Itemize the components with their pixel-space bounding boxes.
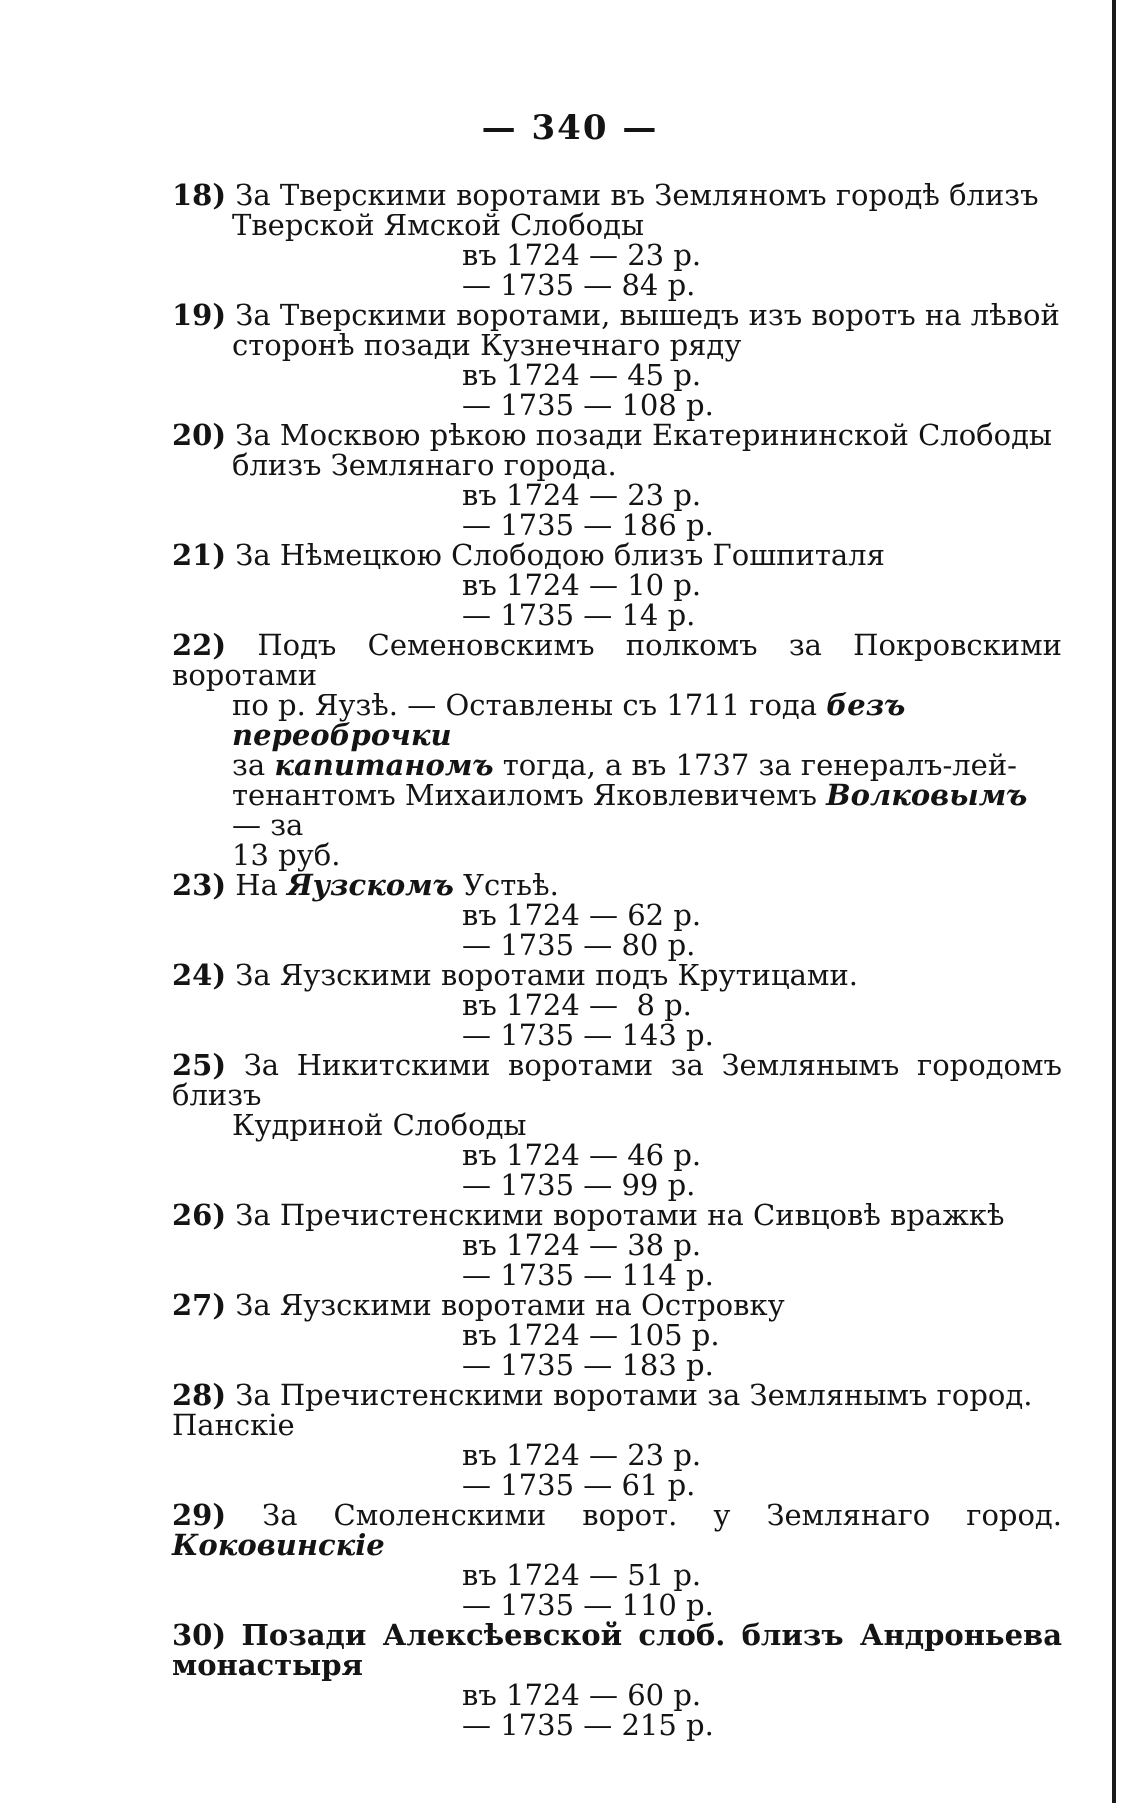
price-1724: въ 1724 — 10 р. — [462, 568, 702, 602]
entry-number: 18) — [172, 178, 227, 212]
entry-number: 22) — [172, 628, 227, 662]
entry-note-line — [172, 690, 1062, 750]
entry-note-text: по р. Яузѣ. — Оставлены съ 1711 года — [232, 688, 827, 722]
page-number: — 340 — — [481, 108, 659, 148]
entry-location: За Москвою рѣкою позади Екатерининской Слободы — [235, 418, 1053, 452]
entry-18 — [172, 180, 1062, 300]
entry-number: 23) — [172, 868, 227, 902]
entry-number: 25) — [172, 1048, 227, 1082]
entry-note-italic: безъ переоброчки — [232, 688, 906, 752]
entry-number: 30) — [172, 1618, 227, 1652]
entry-location-continued: близъ Землянаго города. — [232, 448, 617, 482]
price-1724: въ 1724 — 105 р. — [462, 1318, 720, 1352]
entry-number: 29) — [172, 1498, 227, 1532]
price-1735: — 1735 — 114 р. — [462, 1258, 714, 1292]
price-1724: въ 1724 — 38 р. — [462, 1228, 702, 1262]
entry-number: 21) — [172, 538, 227, 572]
price-1724: въ 1724 — 60 р. — [462, 1678, 702, 1712]
entry-line — [172, 1050, 1062, 1110]
entries-list — [172, 180, 1062, 1740]
price-1735: — 1735 — 186 р. — [462, 508, 714, 542]
entry-location: За Нѣмецкою Слободою близъ Гошпиталя — [235, 538, 885, 572]
entry-location-italic: Коковинскіе — [172, 1528, 385, 1562]
price-1724: въ 1724 — 45 р. — [462, 358, 702, 392]
price-1735: — 1735 — 99 р. — [462, 1168, 696, 1202]
entry-number: 20) — [172, 418, 227, 452]
entry-line — [172, 960, 1062, 990]
entry-22 — [172, 630, 1062, 870]
entry-28 — [172, 1380, 1062, 1500]
entry-number: 24) — [172, 958, 227, 992]
price-1735: — 1735 — 14 р. — [462, 598, 696, 632]
price-1724: въ 1724 — 51 р. — [462, 1558, 702, 1592]
price-1735: — 1735 — 110 р. — [462, 1588, 714, 1622]
entry-line — [172, 1290, 1062, 1320]
price-1724: въ 1724 — 23 р. — [462, 478, 702, 512]
entry-line — [172, 300, 1062, 330]
entry-location-italic: Яузскомъ — [287, 868, 454, 902]
price-1735: — 1735 — 108 р. — [462, 388, 714, 422]
entry-location: Устьѣ. — [453, 868, 559, 902]
price-1724: въ 1724 — 23 р. — [462, 238, 702, 272]
entry-location: За Пречистенскими воротами на Сивцовѣ вражкѣ — [235, 1198, 1005, 1232]
price-1735: — 1735 — 215 р. — [462, 1708, 714, 1742]
entry-line — [172, 870, 1062, 900]
entry-line — [172, 1200, 1062, 1230]
entry-note-text: — за — [232, 808, 304, 842]
entry-location-continued: Тверской Ямской Слободы — [232, 208, 645, 242]
entry-number: 27) — [172, 1288, 227, 1322]
price-1735: — 1735 — 61 р. — [462, 1468, 696, 1502]
entry-line — [172, 1500, 1062, 1560]
entry-location-continued: Панскіе — [172, 1408, 295, 1442]
page-edge — [1112, 0, 1116, 1803]
price-1735: — 1735 — 183 р. — [462, 1348, 714, 1382]
entry-29 — [172, 1500, 1062, 1620]
entry-note-italic: капитаномъ — [274, 748, 494, 782]
entry-19 — [172, 300, 1062, 420]
entry-location: За Тверскими воротами въ Земляномъ городѣ близъ — [235, 178, 1039, 212]
entry-20 — [172, 420, 1062, 540]
price-1724: въ 1724 — 46 р. — [462, 1138, 702, 1172]
entry-21 — [172, 540, 1062, 630]
entry-location: На — [235, 868, 288, 902]
price-1724: въ 1724 — 62 р. — [462, 898, 702, 932]
entry-note-text: тогда, а въ 1737 за генералъ-лей- — [493, 748, 1017, 782]
entry-note-line: 13 руб. — [232, 838, 341, 872]
entry-25 — [172, 1050, 1062, 1200]
entry-number: 19) — [172, 298, 227, 332]
entry-27 — [172, 1290, 1062, 1380]
price-1724: въ 1724 — 8 р. — [462, 988, 692, 1022]
entry-line — [172, 1380, 1062, 1410]
entry-location: За Смоленскими ворот. у Землянаго город. — [262, 1498, 1063, 1532]
entry-24 — [172, 960, 1062, 1050]
entry-note-italic: Волковымъ — [826, 778, 1028, 812]
entry-location: За Тверскими воротами, вышедъ изъ воротъ на лѣвой — [235, 298, 1060, 332]
entry-line — [172, 630, 1062, 690]
entry-location: Позади Алексѣевской слоб. близъ Андроньева монастыря — [172, 1618, 1062, 1682]
price-1735: — 1735 — 143 р. — [462, 1018, 714, 1052]
entry-note-text: за — [232, 748, 275, 782]
entry-note-line — [172, 780, 1062, 840]
entry-line — [172, 540, 1062, 570]
entry-location: За Пречистенскими воротами за Землянымъ город. — [235, 1378, 1033, 1412]
entry-note-text: тенантомъ Михаиломъ Яковлевичемъ — [232, 778, 827, 812]
entry-location: За Яузскими воротами подъ Крутицами. — [235, 958, 859, 992]
price-1724: въ 1724 — 23 р. — [462, 1438, 702, 1472]
entry-23 — [172, 870, 1062, 960]
entry-30 — [172, 1620, 1062, 1740]
entry-location: За Никитскими воротами за Землянымъ городомъ близъ — [172, 1048, 1063, 1112]
entry-location-continued: сторонѣ позади Кузнечнаго ряду — [232, 328, 742, 362]
entry-line — [172, 1620, 1062, 1680]
entry-number: 26) — [172, 1198, 227, 1232]
entry-location: За Яузскими воротами на Островку — [235, 1288, 785, 1322]
entry-26 — [172, 1200, 1062, 1290]
entry-line — [172, 420, 1062, 450]
entry-location: Подъ Семеновскимъ полкомъ за Покровскими воротами — [172, 628, 1062, 692]
price-1735: — 1735 — 84 р. — [462, 268, 696, 302]
entry-location-continued: Кудриной Слободы — [232, 1108, 527, 1142]
entry-line — [172, 180, 1062, 210]
entry-number: 28) — [172, 1378, 227, 1412]
price-1735: — 1735 — 80 р. — [462, 928, 696, 962]
entry-note-line — [172, 750, 1062, 780]
